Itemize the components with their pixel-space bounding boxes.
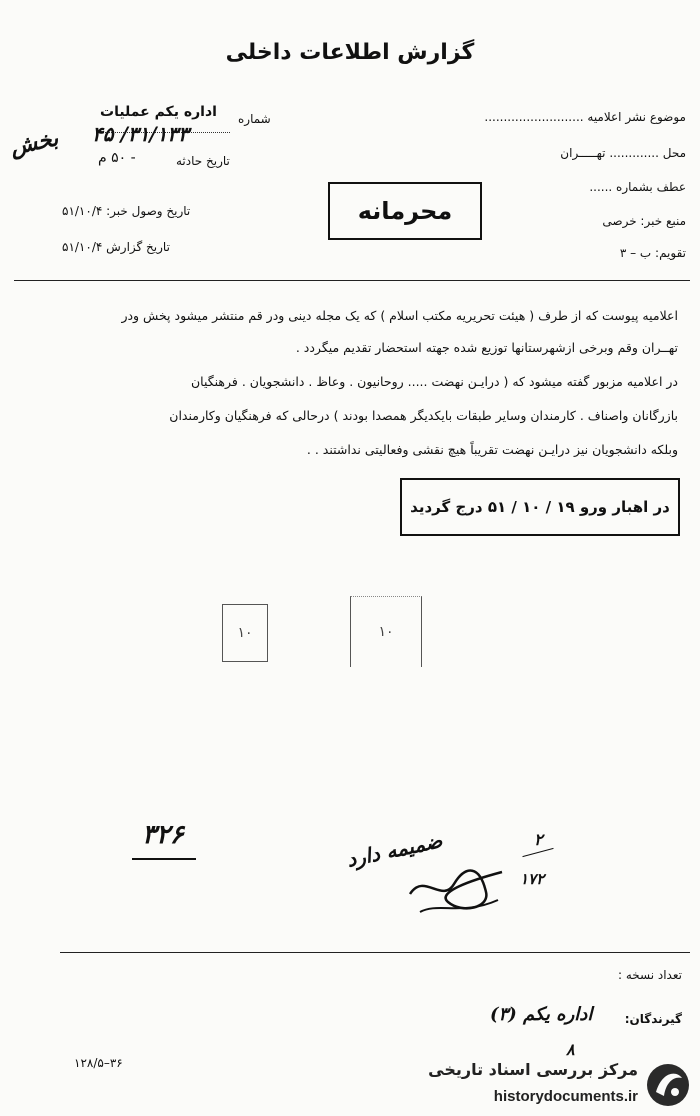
fraction-line	[522, 848, 553, 857]
body-line-4: بازرگانان واصناف . کارمندان وسایر طبقات بایکدیگر همصدا بودند ) درحالی که فرهنگیان وکارمندان	[169, 408, 678, 423]
number-value: ۳۱/۱۳۳/ ۴۵	[92, 122, 189, 146]
number-underline	[132, 858, 196, 860]
receive-date: تاریخ وصول خبر: ۵۱/۱۰/۴	[62, 204, 191, 218]
reference-field: عطف بشماره ......	[589, 180, 686, 194]
small-stamp-left: ۱۰	[222, 604, 268, 662]
footer-divider	[60, 952, 690, 953]
body-line-5: وبلکه دانشجویان نیز درایـن نهضت تقریباً هیچ نقشی وفعالیتی نداشتند . .	[306, 442, 678, 457]
office-name: اداره یکم عملیات	[100, 104, 217, 120]
archive-logo-icon	[644, 1062, 692, 1108]
recipients-handwritten: اداره یکم (۳)	[490, 1004, 593, 1025]
report-date: تاریخ گزارش ۵۱/۱۰/۴	[62, 240, 170, 254]
archive-stamp: در اهبار ورو ۱۹ / ۱۰ / ۵۱ درج گردید	[400, 478, 680, 536]
body-line-3: در اعلامیه مزبور گفته میشود که ( درایـن نهضت ..... روحانیون . وعاظ . دانشجویان . فرهنگیان	[190, 374, 678, 389]
subject-field: موضوع نشر اعلامیه ..........................	[484, 110, 686, 124]
handwritten-number: ۳۲۶	[142, 820, 184, 850]
copies-label: تعداد نسخه :	[617, 968, 682, 982]
number-label: شماره	[238, 112, 271, 126]
signature-fraction-bottom: ۱۷۲	[520, 870, 545, 888]
confidential-stamp: محرمانه	[328, 182, 482, 240]
signature-fraction-top: ۲	[534, 830, 543, 849]
form-code: ۳۶–۱۲۸/۵	[74, 1056, 123, 1070]
place-field: محل ............. تهـــــران	[560, 146, 686, 160]
body-line-2: تهــران وقم وبرخی ازشهرستانها توزیع شده جهته استحضار تقدیم میگردد .	[295, 340, 678, 355]
document-title: گزارش اطلاعات داخلی	[225, 40, 475, 65]
recipients-label: گیرندگان:	[624, 1012, 682, 1026]
event-date-label: تاریخ حادثه	[176, 154, 230, 168]
grading-field: تقویم: ب – ۳	[619, 246, 686, 260]
event-date-value: - ۵۰ م	[98, 150, 136, 166]
handwritten-note: بخش	[7, 125, 61, 161]
header-divider	[14, 280, 690, 281]
watermark-url: historydocuments.ir	[493, 1088, 638, 1105]
small-stamp-right: ۱۰	[350, 596, 422, 667]
recipients-handwritten-2: ۸	[566, 1040, 575, 1059]
source-field: منبع خبر: خرصی	[602, 214, 686, 228]
watermark	[412, 1058, 696, 1112]
signature-icon	[402, 842, 512, 922]
watermark-name: مرکز بررسی اسناد تاریخی	[428, 1060, 638, 1079]
body-line-1: اعلامیه پیوست که از طرف ( هیئت تحریریه مکتب اسلام ) که یک مجله دینی ودر قم منتشر میشود پخش ودر	[121, 308, 678, 323]
signature-note: ضمیمه دارد	[344, 828, 445, 872]
